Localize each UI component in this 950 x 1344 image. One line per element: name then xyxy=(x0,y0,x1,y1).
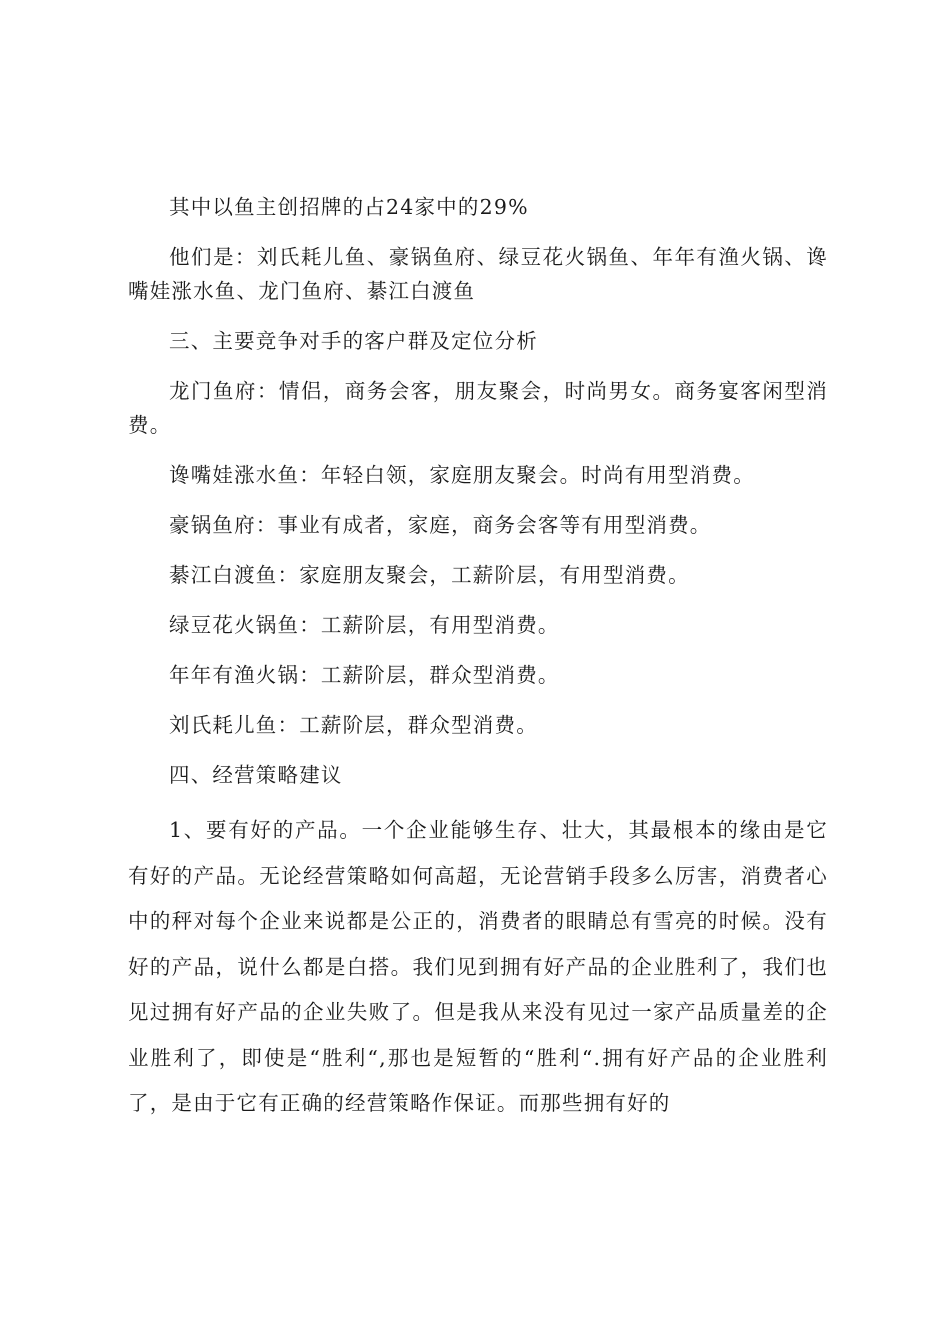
paragraph-fish-brand-share: 其中以鱼主创招牌的占24家中的29% xyxy=(169,195,529,219)
paragraph-haoguo-yufu: 豪锅鱼府：事业有成者，家庭，商务会客等有用型消费。 xyxy=(169,513,712,537)
paragraph-lvdouhua: 绿豆花火锅鱼：工薪阶层，有用型消费。 xyxy=(169,613,560,637)
paragraph-good-product: 1、要有好的产品。一个企业能够生存、壮大，其最根本的缘由是它有好的产品。无论经营策略如何高超，无论营销手段多么厉害，消费者心中的秤对每个企业来说都是公正的，消费者的眼睛总有雪亮的时候。没有好的产品，说什么都是白搭。我们见到拥有好产品的企业胜利了，我们也见过拥有好产品的企业失败了。但是我从来没有见过一家产品质量差的企业胜利了，即使是“胜利“,那也是短暂的“胜利“.拥有好产品的企业胜利了，是由于它有正确的经营策略作保证。而那些拥有好的 xyxy=(128,818,828,1115)
paragraph-chanzuiwa: 谗嘴娃涨水鱼：年轻白领，家庭朋友聚会。时尚有用型消费。 xyxy=(169,463,755,487)
paragraph-qijiang-baiduyu: 綦江白渡鱼：家庭朋友聚会，工薪阶层，有用型消费。 xyxy=(169,563,690,587)
document-body xyxy=(128,190,828,1143)
paragraph-longmen-yufu: 龙门鱼府：情侣，商务会客，朋友聚会，时尚男女。商务宴客闲型消费。 xyxy=(128,379,828,437)
section-heading-customer-analysis: 三、主要竞争对手的客户群及定位分析 xyxy=(169,329,538,353)
paragraph-competitor-list: 他们是：刘氏耗儿鱼、豪锅鱼府、绿豆花火锅鱼、年年有渔火锅、谗嘴娃涨水鱼、龙门鱼府、綦江白渡鱼 xyxy=(128,245,828,303)
paragraph-niannian-youyu: 年年有渔火锅：工薪阶层，群众型消费。 xyxy=(169,663,560,687)
section-heading-strategy: 四、经营策略建议 xyxy=(169,763,343,787)
paragraph-liushi-haoeryu: 刘氏耗儿鱼：工薪阶层，群众型消费。 xyxy=(169,713,538,737)
